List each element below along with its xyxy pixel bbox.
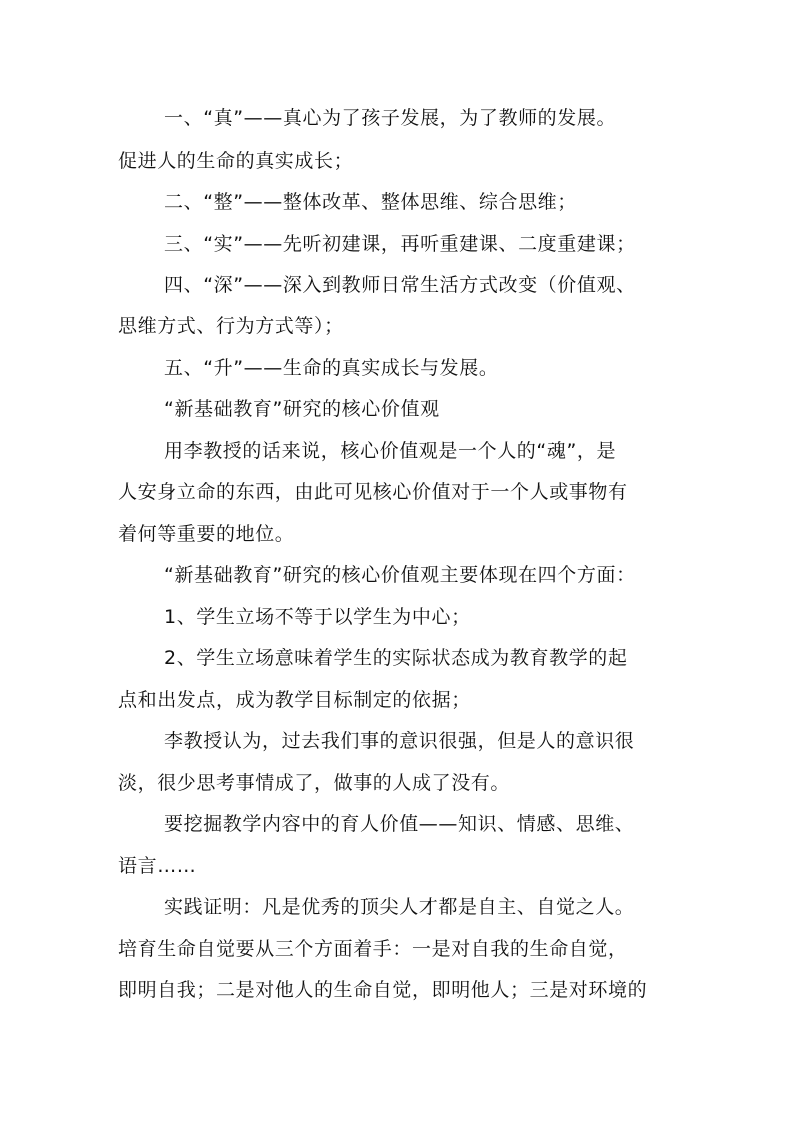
section-heading: “新基础教育”研究的核心价值观主要体现在四个方面： bbox=[164, 564, 636, 586]
text-line: 促进人的生命的真实成长； bbox=[118, 150, 354, 172]
text-line: 培育生命自觉要从三个方面着手：一是对自我的生命自觉， bbox=[118, 938, 628, 960]
text-line: 点和出发点，成为教学目标制定的依据； bbox=[118, 689, 471, 711]
text-line: 二、“整”——整体改革、整体思维、综合思维； bbox=[164, 191, 577, 213]
section-heading: “新基础教育”研究的核心价值观 bbox=[164, 398, 440, 420]
text-line: 语言…… bbox=[118, 855, 197, 877]
text-line: 2、学生立场意味着学生的实际状态成为教育教学的起 bbox=[164, 647, 628, 669]
text-line: 五、“升”——生命的真实成长与发展。 bbox=[164, 357, 499, 379]
text-line: 即明自我；二是对他人的生命自觉，即明他人；三是对环境的 bbox=[118, 979, 648, 1001]
text-line: 三、“实”——先听初建课，再听重建课、二度重建课； bbox=[164, 233, 636, 255]
text-line: 思维方式、行为方式等）； bbox=[118, 315, 344, 337]
text-line: 实践证明：凡是优秀的顶尖人才都是自主、自觉之人。 bbox=[164, 896, 635, 918]
text-line: 人安身立命的东西，由此可见核心价值对于一个人或事物有 bbox=[118, 481, 628, 503]
text-line: 1、学生立场不等于以学生为中心； bbox=[164, 606, 471, 628]
text-line: 四、“深”——深入到教师日常生活方式改变（价值观、 bbox=[164, 274, 636, 296]
text-line: 着何等重要的地位。 bbox=[118, 523, 295, 545]
text-line: 淡，很少思考事情成了，做事的人成了没有。 bbox=[118, 772, 511, 794]
text-line: 用李教授的话来说，核心价值观是一个人的“魂”，是 bbox=[164, 440, 617, 462]
text-line: 李教授认为，过去我们事的意识很强，但是人的意识很 bbox=[164, 730, 635, 752]
text-line: 要挖掘教学内容中的育人价值——知识、情感、思维、 bbox=[164, 813, 635, 835]
text-line: 一、“真”——真心为了孩子发展，为了教师的发展。 bbox=[164, 107, 617, 129]
